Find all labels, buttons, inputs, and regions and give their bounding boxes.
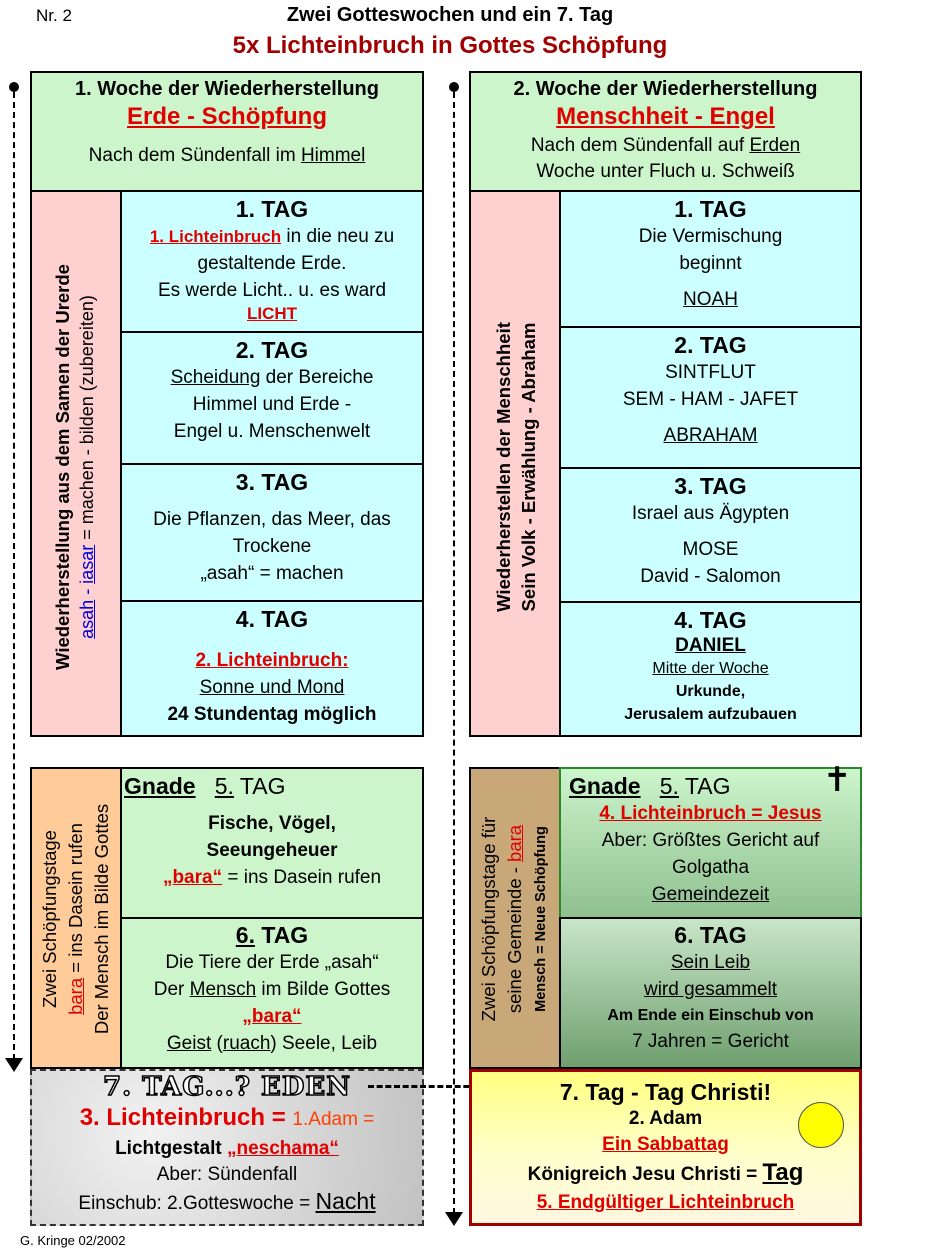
sun-icon — [798, 1102, 844, 1148]
week2-day2-title: 2. TAG — [674, 332, 747, 358]
left-arrow-line — [13, 92, 15, 1060]
page-title: Zwei Gotteswochen und ein 7. Tag — [286, 4, 614, 26]
week1-day3: 3. TAG Die Pflanzen, das Meer, das Trockene „asah“ = machen — [120, 463, 424, 602]
day7-christ-title: 7. Tag - Tag Christi! — [559, 1079, 772, 1105]
week1-side2-label — [30, 767, 122, 1069]
footer-credit: G. Kringe 02/2002 — [20, 1233, 126, 1248]
week2-day1-title: 1. TAG — [674, 196, 747, 222]
week2-day4-title: 4. TAG — [674, 607, 747, 633]
day7-eden-title: 7. TAG...? EDEN — [103, 1072, 351, 1102]
week1-note: Nach dem Sündenfall im Himmel — [88, 145, 366, 166]
week1-heading: 1. Woche der Wiederherstellung — [75, 78, 379, 100]
week2-day3: 3. TAG Israel aus Ägypten MOSE David - Salomon — [559, 467, 862, 603]
week1-day2-title: 2. TAG — [235, 337, 309, 363]
week2-day6: 6. TAG Sein Leib wird gesammelt Am Ende ein Einschub von 7 Jahren = Gericht — [559, 917, 862, 1069]
day7-eden-box: 7. TAG...? EDEN 3. Lichteinbruch = 1.Adam = Lichtgestalt „neschama“ Aber: Sündenfall Einschub: 2.Gotteswoche = Nacht — [30, 1069, 424, 1226]
cross-icon: ✝ — [823, 761, 852, 799]
week1-side-label — [30, 190, 122, 737]
week2-side-label — [469, 190, 561, 737]
week2-day5-title: Gnade 5. TAG — [569, 773, 731, 799]
week2-day6-title: 6. TAG — [674, 922, 747, 948]
week1-day4: 4. TAG 2. Lichteinbruch: Sonne und Mond 24 Stundentag möglich — [120, 600, 424, 737]
week1-header — [30, 71, 424, 192]
middle-arrow-head — [445, 1212, 463, 1226]
middle-arrow-dot — [449, 82, 459, 92]
week1-subheading: Erde - Schöpfung — [127, 103, 327, 130]
week2-side2-text: Zwei Schöpfungstage für seine Gemeinde - bara Mensch = Neue Schöpfung — [478, 816, 549, 1022]
week1-day1-title: 1. TAG — [235, 196, 309, 222]
page-subtitle: 5x Lichteinbruch in Gottes Schöpfung — [232, 32, 668, 59]
week2-day2: 2. TAG SINTFLUT SEM - HAM - JAFET ABRAHAM — [559, 326, 862, 469]
week2-header — [469, 71, 862, 192]
eden-to-christ-arrow — [368, 1085, 478, 1088]
week1-day5-title: Gnade 5. TAG — [124, 773, 286, 799]
week2-day3-title: 3. TAG — [674, 473, 747, 499]
week1-day3-title: 3. TAG — [235, 469, 309, 495]
middle-arrow-line — [453, 92, 455, 1214]
page-number: Nr. 2 — [36, 6, 72, 25]
week1-side-text: Wiederherstellung aus dem Samen der Urerde asah - iasar = machen - bilden (zubereiten) — [52, 264, 97, 670]
left-arrow-dot — [9, 82, 19, 92]
week2-subheading: Menschheit - Engel — [556, 103, 775, 130]
week2-day4: 4. TAG DANIEL Mitte der Woche Urkunde, Jerusalem aufzubauen — [559, 601, 862, 737]
week1-side2-text: Zwei Schöpfungstage bara = ins Dasein rufen Der Mensch im Bilde Gottes — [39, 803, 112, 1035]
week1-day6: 6. TAG Die Tiere der Erde „asah“ Der Mensch im Bilde Gottes „bara“ Geist (ruach) Seele, Leib — [120, 917, 424, 1069]
week2-note: Nach dem Sündenfall auf Erden Woche unter Fluch u. Schweiß — [530, 135, 801, 182]
week1-day5: Gnade 5. TAG Fische, Vögel, Seeungeheuer „bara“ = ins Dasein rufen — [120, 767, 424, 919]
day7-christ-box: 7. Tag - Tag Christi! 2. Adam Ein Sabbattag Königreich Jesu Christi = Tag 5. Endgültiger Lichteinbruch — [469, 1069, 862, 1226]
week2-side-text: Wiederherstellen der Menschheit Sein Volk - Erwählung - Abraham — [493, 322, 539, 612]
week2-day5: Gnade 5. TAG ✝ 4. Lichteinbruch = Jesus Aber: Größtes Gericht auf Golgatha Gemeindezeit — [559, 767, 862, 919]
week1-day6-title: 6. TAG — [235, 922, 309, 948]
left-arrow-head — [5, 1058, 23, 1072]
week1-day2: 2. TAG Scheidung der Bereiche Himmel und Erde - Engel u. Menschenwelt — [120, 331, 424, 465]
week1-day4-title: 4. TAG — [235, 606, 309, 632]
week2-side2-label — [469, 767, 561, 1069]
week2-day1: 1. TAG Die Vermischung beginnt NOAH — [559, 190, 862, 328]
week1-day1: 1. TAG 1. Lichteinbruch in die neu zu gestaltende Erde. Es werde Licht.. u. es ward LICHT — [120, 190, 424, 333]
week2-heading: 2. Woche der Wiederherstellung — [513, 78, 818, 100]
